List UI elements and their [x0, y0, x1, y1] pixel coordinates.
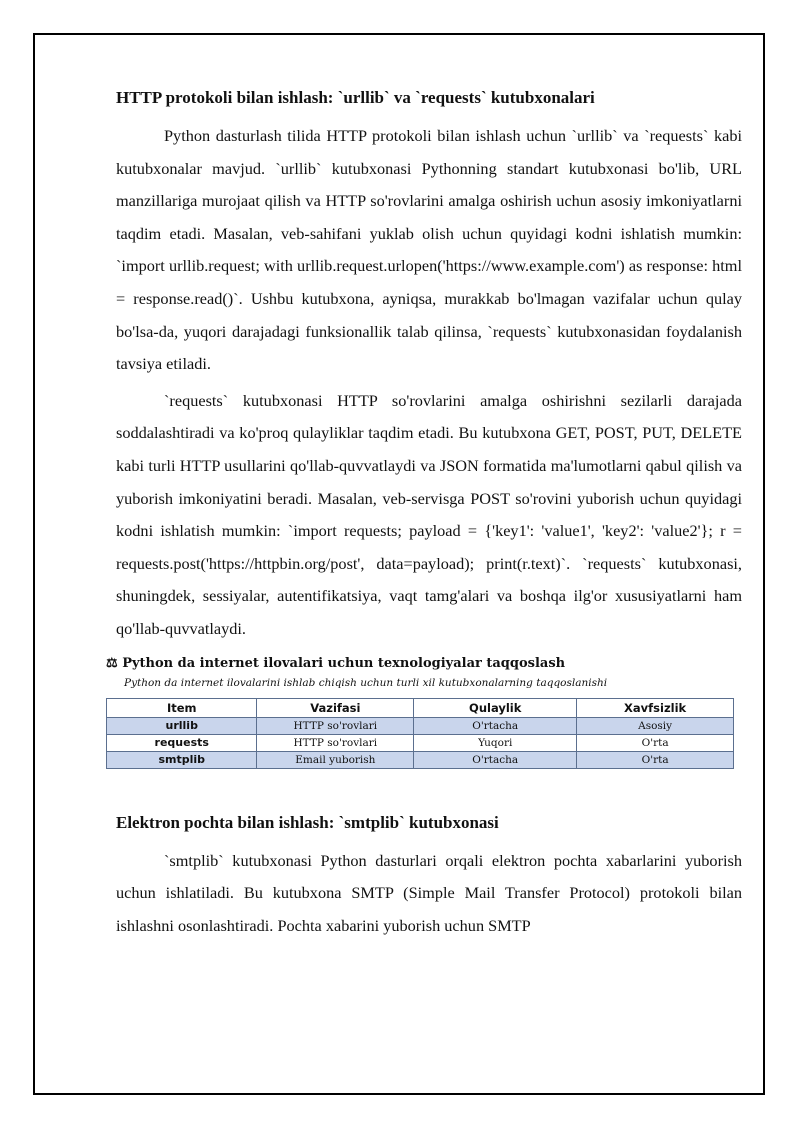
table-cell: HTTP so'rovlari [257, 717, 414, 734]
section-heading-http: HTTP protokoli bilan ishlash: `urllib` va `requests` kutubxonalari [116, 88, 595, 107]
column-header: Vazifasi [257, 698, 414, 717]
table-row [107, 751, 734, 768]
section-heading-smtplib: Elektron pochta bilan ishlash: `smtplib` kutubxonasi [116, 812, 499, 832]
table-cell: smtplib [107, 751, 257, 768]
table-subtitle: Python da internet ilovalarini ishlab chiqish uchun turli xil kutubxonalarning taqqoslanishi [124, 676, 608, 689]
table-row [107, 734, 734, 751]
table-header-row [107, 698, 734, 717]
document-content [106, 84, 742, 946]
comparison-table-block [106, 654, 743, 769]
comparison-table [106, 698, 734, 769]
scales-icon: ⚖ [106, 655, 118, 671]
table-title [106, 654, 743, 674]
table-cell: Asosiy [577, 717, 734, 734]
paragraph-requests: `requests` kutubxonasi HTTP so'rovlarini amalga oshirishni sezilarli darajada soddalashtiradi va ko'proq qulayliklar taqdim etadi. Bu kutubxona GET, POST, PUT, DELETE kabi turli HTTP usullarini qo'llab-quvvatlaydi va JSON formatida ma'lumotlarni qabul qilish va yuborish imkoniyatini beradi. Masalan, veb-servisga POST so'rovini yuborish uchun quyidagi kodni ishlatish mumkin: `import requests; payload = {'key1': 'value1', 'key2': 'value2'}; r = requests.post('https://httpbin.org/post', data=payload); print(r.text)`. `requests` kutubxonasi, shuningdek, sessiyalar, autentifikatsiya, vaqt tamg'alari va boshqa ilg'or xususiyatlarni ham qo'llab-quvvatlaydi. [116, 390, 742, 638]
table-title-text: Python da internet ilovalari uchun texnologiyalar taqqoslash [122, 655, 566, 671]
column-header: Xavfsizlik [577, 698, 734, 717]
table-cell: requests [107, 734, 257, 751]
paragraph-urllib: Python dasturlash tilida HTTP protokoli bilan ishlash uchun `urllib` va `requests` kabi kutubxonalar mavjud. `urllib` kutubxonasi Pythonning standart kutubxonasi bo'lib, URL manzillariga murojaat qilish va HTTP so'rovlarini amalga oshirish uchun asosiy imkoniyatlarni taqdim etadi. Masalan, veb-sahifani yuklab olish uchun quyidagi kodni ishlatish mumkin: `import urllib.request; with urllib.request.urlopen('https://www.example.com') as response: html = response.read()`. Ushbu kutubxona, ayniqsa, murakkab bo'lmagan vazifalar uchun qulay bo'lsa-da, yuqori darajadagi funksionallik talab qilinsa, `requests` kutubxonasidan foydalanish tavsiya etiladi. [116, 126, 742, 374]
table-cell: O'rtacha [414, 751, 577, 768]
table-cell: O'rta [577, 734, 734, 751]
section-smtplib [116, 809, 742, 943]
column-header: Item [107, 698, 257, 717]
column-header: Qulaylik [414, 698, 577, 717]
table-cell: O'rtacha [414, 717, 577, 734]
paragraph-smtplib: `smtplib` kutubxonasi Python dasturlari orqali elektron pochta xabarlarini yuborish uchun ishlatiladi. Bu kutubxona SMTP (Simple Mail Transfer Protocol) protokoli bilan ishlashni osonlashtiradi. Pochta xabarini yuborish uchun SMTP [116, 850, 742, 935]
table-row [107, 717, 734, 734]
table-cell: urllib [107, 717, 257, 734]
table-cell: O'rta [577, 751, 734, 768]
table-cell: Email yuborish [257, 751, 414, 768]
table-cell: HTTP so'rovlari [257, 734, 414, 751]
table-cell: Yuqori [414, 734, 577, 751]
